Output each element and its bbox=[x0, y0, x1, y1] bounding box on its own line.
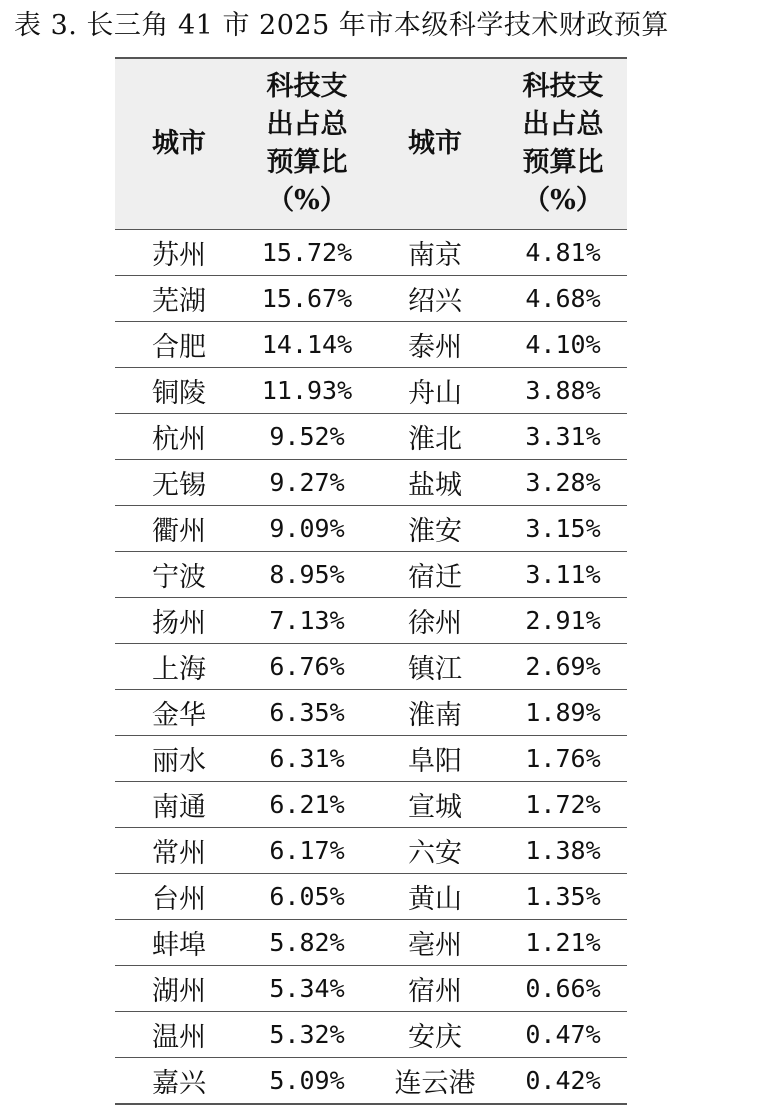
ratio-cell-right: 2.69% bbox=[499, 644, 627, 690]
table-row bbox=[115, 276, 627, 322]
ratio-cell-left: 6.21% bbox=[243, 782, 371, 828]
ratio-cell-left: 11.93% bbox=[243, 368, 371, 414]
city-cell-left: 无锡 bbox=[115, 460, 243, 506]
ratio-cell-left: 9.52% bbox=[243, 414, 371, 460]
table-row bbox=[115, 782, 627, 828]
ratio-cell-right: 1.21% bbox=[499, 920, 627, 966]
ratio-cell-right: 3.11% bbox=[499, 552, 627, 598]
ratio-cell-right: 1.35% bbox=[499, 874, 627, 920]
city-cell-left: 衢州 bbox=[115, 506, 243, 552]
city-cell-right: 连云港 bbox=[371, 1058, 499, 1105]
table-caption: 表 3. 长三角 41 市 2025 年市本级科学技术财政预算 bbox=[14, 10, 669, 41]
city-cell-left: 蚌埠 bbox=[115, 920, 243, 966]
ratio-cell-left: 14.14% bbox=[243, 322, 371, 368]
table-row bbox=[115, 368, 627, 414]
ratio-cell-left: 6.35% bbox=[243, 690, 371, 736]
table-row bbox=[115, 598, 627, 644]
header-ratio-unit: （%） bbox=[267, 185, 347, 216]
table-header bbox=[115, 58, 627, 230]
table-row bbox=[115, 966, 627, 1012]
ratio-cell-right: 3.28% bbox=[499, 460, 627, 506]
ratio-cell-right: 3.15% bbox=[499, 506, 627, 552]
budget-table bbox=[115, 57, 627, 1105]
header-city-right: 城市 bbox=[371, 58, 499, 230]
header-ratio-line: 科技支 bbox=[266, 71, 348, 102]
table-row bbox=[115, 506, 627, 552]
ratio-cell-left: 6.05% bbox=[243, 874, 371, 920]
table-body bbox=[115, 230, 627, 1105]
city-cell-left: 温州 bbox=[115, 1012, 243, 1058]
ratio-cell-right: 1.76% bbox=[499, 736, 627, 782]
ratio-cell-right: 0.47% bbox=[499, 1012, 627, 1058]
ratio-cell-right: 4.10% bbox=[499, 322, 627, 368]
city-cell-left: 上海 bbox=[115, 644, 243, 690]
header-city-left: 城市 bbox=[115, 58, 243, 230]
city-cell-right: 宿州 bbox=[371, 966, 499, 1012]
table-row bbox=[115, 1058, 627, 1105]
header-ratio-right bbox=[499, 58, 627, 230]
table-row bbox=[115, 644, 627, 690]
ratio-cell-left: 5.32% bbox=[243, 1012, 371, 1058]
city-cell-left: 扬州 bbox=[115, 598, 243, 644]
city-cell-right: 宿迁 bbox=[371, 552, 499, 598]
table-row bbox=[115, 414, 627, 460]
table-row bbox=[115, 322, 627, 368]
table-row bbox=[115, 828, 627, 874]
header-ratio-line: 预算比 bbox=[522, 147, 604, 178]
city-cell-left: 苏州 bbox=[115, 230, 243, 276]
ratio-cell-left: 9.27% bbox=[243, 460, 371, 506]
table-row bbox=[115, 690, 627, 736]
ratio-cell-right: 4.81% bbox=[499, 230, 627, 276]
ratio-cell-left: 6.76% bbox=[243, 644, 371, 690]
city-cell-right: 泰州 bbox=[371, 322, 499, 368]
table-row bbox=[115, 920, 627, 966]
city-cell-left: 杭州 bbox=[115, 414, 243, 460]
ratio-cell-right: 1.72% bbox=[499, 782, 627, 828]
city-cell-left: 铜陵 bbox=[115, 368, 243, 414]
ratio-cell-right: 3.88% bbox=[499, 368, 627, 414]
city-cell-left: 常州 bbox=[115, 828, 243, 874]
ratio-cell-left: 6.31% bbox=[243, 736, 371, 782]
ratio-cell-left: 6.17% bbox=[243, 828, 371, 874]
city-cell-right: 安庆 bbox=[371, 1012, 499, 1058]
city-cell-left: 湖州 bbox=[115, 966, 243, 1012]
ratio-cell-left: 8.95% bbox=[243, 552, 371, 598]
city-cell-right: 淮安 bbox=[371, 506, 499, 552]
table-row bbox=[115, 552, 627, 598]
city-cell-left: 芜湖 bbox=[115, 276, 243, 322]
ratio-cell-left: 7.13% bbox=[243, 598, 371, 644]
table-row bbox=[115, 1012, 627, 1058]
city-cell-right: 六安 bbox=[371, 828, 499, 874]
city-cell-right: 绍兴 bbox=[371, 276, 499, 322]
ratio-cell-right: 2.91% bbox=[499, 598, 627, 644]
ratio-cell-left: 15.72% bbox=[243, 230, 371, 276]
city-cell-right: 亳州 bbox=[371, 920, 499, 966]
city-cell-left: 嘉兴 bbox=[115, 1058, 243, 1105]
city-cell-right: 镇江 bbox=[371, 644, 499, 690]
city-cell-left: 合肥 bbox=[115, 322, 243, 368]
ratio-cell-left: 9.09% bbox=[243, 506, 371, 552]
header-ratio-line: 科技支 bbox=[522, 71, 604, 102]
ratio-cell-right: 1.89% bbox=[499, 690, 627, 736]
table-row bbox=[115, 736, 627, 782]
table-row bbox=[115, 460, 627, 506]
city-cell-right: 阜阳 bbox=[371, 736, 499, 782]
city-cell-right: 南京 bbox=[371, 230, 499, 276]
ratio-cell-left: 15.67% bbox=[243, 276, 371, 322]
ratio-cell-right: 3.31% bbox=[499, 414, 627, 460]
city-cell-right: 淮南 bbox=[371, 690, 499, 736]
header-ratio-line: 出占总 bbox=[522, 109, 604, 140]
city-cell-left: 宁波 bbox=[115, 552, 243, 598]
header-ratio-unit: （%） bbox=[523, 185, 603, 216]
ratio-cell-right: 1.38% bbox=[499, 828, 627, 874]
table-row bbox=[115, 874, 627, 920]
city-cell-left: 丽水 bbox=[115, 736, 243, 782]
header-ratio-left bbox=[243, 58, 371, 230]
city-cell-right: 宣城 bbox=[371, 782, 499, 828]
city-cell-left: 南通 bbox=[115, 782, 243, 828]
city-cell-right: 淮北 bbox=[371, 414, 499, 460]
ratio-cell-left: 5.34% bbox=[243, 966, 371, 1012]
city-cell-right: 盐城 bbox=[371, 460, 499, 506]
ratio-cell-left: 5.82% bbox=[243, 920, 371, 966]
city-cell-left: 台州 bbox=[115, 874, 243, 920]
city-cell-right: 黄山 bbox=[371, 874, 499, 920]
ratio-cell-left: 5.09% bbox=[243, 1058, 371, 1105]
header-ratio-line: 预算比 bbox=[266, 147, 348, 178]
city-cell-left: 金华 bbox=[115, 690, 243, 736]
ratio-cell-right: 0.42% bbox=[499, 1058, 627, 1105]
header-row bbox=[115, 58, 627, 230]
city-cell-right: 舟山 bbox=[371, 368, 499, 414]
table-row bbox=[115, 230, 627, 276]
ratio-cell-right: 4.68% bbox=[499, 276, 627, 322]
ratio-cell-right: 0.66% bbox=[499, 966, 627, 1012]
header-ratio-line: 出占总 bbox=[266, 109, 348, 140]
city-cell-right: 徐州 bbox=[371, 598, 499, 644]
